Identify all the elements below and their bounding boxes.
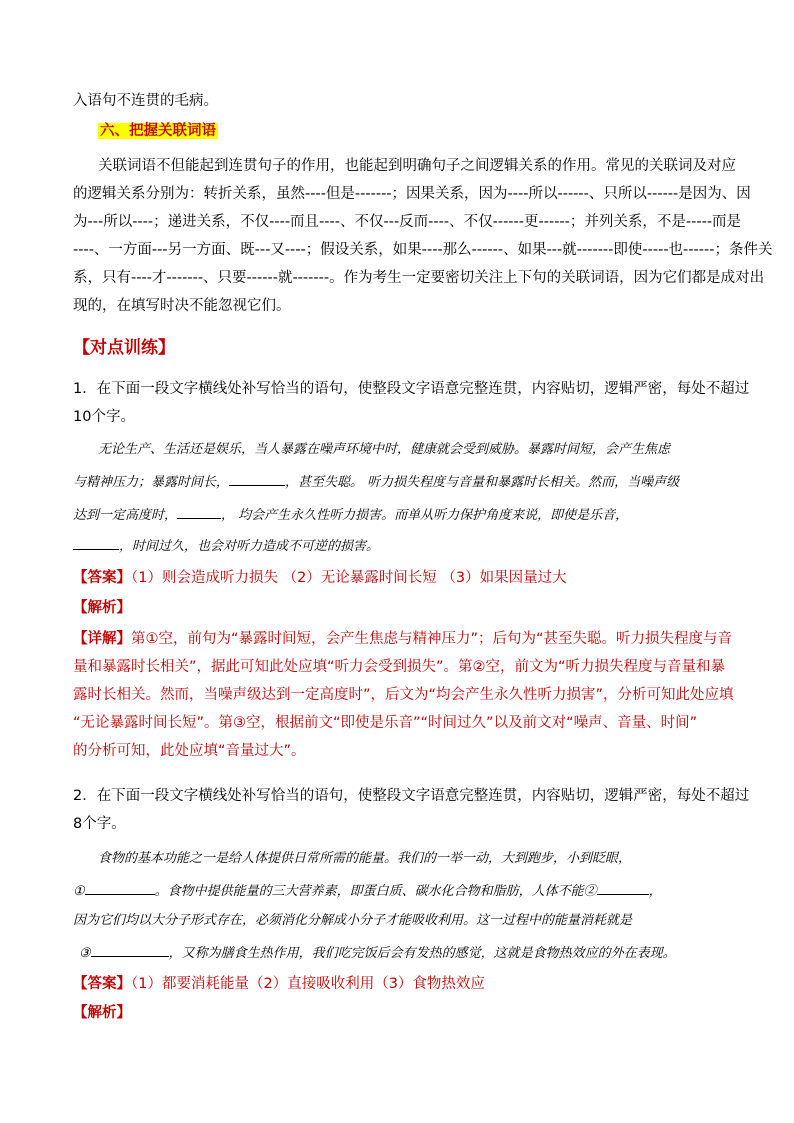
q2-passage-text: ， (648, 884, 662, 899)
q2-passage-line (73, 880, 723, 902)
q1-passage-text: ，甚至失聪。 听力损失程度与音量和暴露时长相关。然而，当噪声级 (285, 475, 680, 490)
q2-passage-line (73, 942, 723, 964)
section-heading (98, 119, 748, 144)
q1-passage-line (73, 471, 723, 493)
q1-passage-line (73, 504, 723, 526)
q1-passage-line: 无论生产、生活还是娱乐，当人暴露在噪声环境中时，健康就会受到威胁。暴露时间短，会产生焦虑 (98, 442, 671, 457)
q1-answer-label: 【答案】 (73, 570, 131, 586)
q2-analysis-label-text: 【解析】 (73, 1005, 131, 1021)
section-6-line: 现的，在填写时决不能忽视它们。 (73, 298, 291, 314)
q1-detail-line: 量和暴露时长相关”，据此可知此处应填“听力会受到损失”。第②空，前文为“听力损失程度与音量和暴 (73, 659, 726, 675)
q1-passage-text: 与精神压力；暴露时间长， (73, 475, 230, 490)
q1-blank-3 (73, 535, 119, 550)
q2-answer-label: 【答案】 (73, 976, 131, 992)
q2-prompt-line: 2．在下面一段文字横线处补写恰当的语句，使整段文字语意完整连贯，内容贴切，逻辑严密，每处不超过 (73, 788, 750, 804)
section-6-line: ----、一方面---另一方面、既---又----；假设关系，如果----那么------、如果---就-------即使-----也------；条件关 (73, 242, 773, 258)
q1-prompt-line: 1．在下面一段文字横线处补写恰当的语句，使整段文字语意完整连贯，内容贴切，逻辑严密，每处不超过 (73, 381, 750, 397)
q2-passage-text: ③ (79, 946, 91, 961)
q1-detail-line (73, 627, 733, 652)
section-6-line: 系，只有----才-------、只要------就-------。作为考生一定要密切关注上下句的关联词语，因为它们都是成对出 (73, 270, 765, 286)
q2-passage-line: 食物的基本功能之一是给人体提供日常所需的能量。我们的一举一动，大到跑步，小到眨眼， (98, 851, 632, 866)
q1-detail-line: 的分析可知，此处应填“音量过大”。 (73, 743, 306, 759)
q2-blank-2 (597, 880, 649, 895)
section-6-line: 关联词语不但能起到连贯句子的作用，也能起到明确句子之间逻辑关系的作用。常见的关联词及对应 (98, 158, 736, 174)
section-6-line: 的逻辑关系分别为：转折关系，虽然----但是-------；因果关系，因为----所以------、只所以------是因为、因 (73, 186, 751, 202)
q1-detail-text: 第①空，前句为“暴露时间短，会产生焦虑与精神压力”；后句为“甚至失聪。听力损失程度与音 (131, 631, 733, 647)
q1-prompt-line: 10个字。 (73, 409, 135, 425)
section-6-heading: 六、把握关联词语 (100, 123, 216, 139)
q2-blank-3 (91, 942, 169, 957)
q2-blank-1 (85, 880, 155, 895)
q1-answer (73, 566, 723, 591)
q2-passage-text: ，又称为膳食生热作用，我们吃完饭后会有发热的感觉，这就是食物热效应的外在表现。 (168, 946, 676, 961)
q1-detail-line: 露时长相关。然而，当噪声级达到一定高度时”，后文为“均会产生永久性听力损害”，分析可知此处应填 (73, 687, 734, 703)
practice-heading: 【对点训练】 (73, 338, 175, 358)
q1-analysis-label-text: 【解析】 (73, 600, 131, 616)
q1-passage-text: ，时间过久，也会对听力造成不可逆的损害。 (119, 539, 380, 554)
q2-passage-text: ① (73, 884, 85, 899)
q1-analysis-label (73, 596, 723, 621)
section-6-line: 为---所以----；递进关系，不仅----而且----、不仅---反而----、不仅------更------；并列关系，不是-----而是 (73, 214, 742, 230)
q1-blank-2 (177, 504, 221, 519)
q2-passage-text: 。食物中提供能量的三大营养素，即蛋白质、碳水化合物和脂肪，人体不能② (154, 884, 597, 899)
q1-answer-text: （1）则会造成听力损失 （2）无论暴露时间长短 （3）如果因量过大 (131, 570, 567, 586)
intro-tail-text: 入语句不连贯的毛病。 (73, 93, 218, 109)
q2-answer-text: （1）都要消耗能量（2）直接吸收利用（3）食物热效应 (131, 976, 485, 992)
q1-detail-label: 【详解】 (73, 631, 131, 647)
q1-passage-text: ， 均会产生永久性听力损害。而单从听力保护角度来说，即使是乐音， (221, 508, 629, 523)
q2-analysis-label (73, 1001, 723, 1026)
q1-passage-line (73, 535, 723, 557)
q1-passage-text: 达到一定高度时， (73, 508, 178, 523)
q2-passage-line: 因为它们均以大分子形式存在，必须消化分解成小分子才能吸收利用。这一过程中的能量消耗就是 (73, 913, 633, 928)
q1-blank-1 (229, 471, 285, 486)
q2-prompt-line: 8个字。 (73, 816, 126, 832)
q2-answer (73, 972, 723, 997)
q1-detail-line: “无论暴露时间长短”。第③空，根据前文“即使是乐音”“时间过久”以及前文对“噪声、音量、时间” (73, 715, 698, 731)
